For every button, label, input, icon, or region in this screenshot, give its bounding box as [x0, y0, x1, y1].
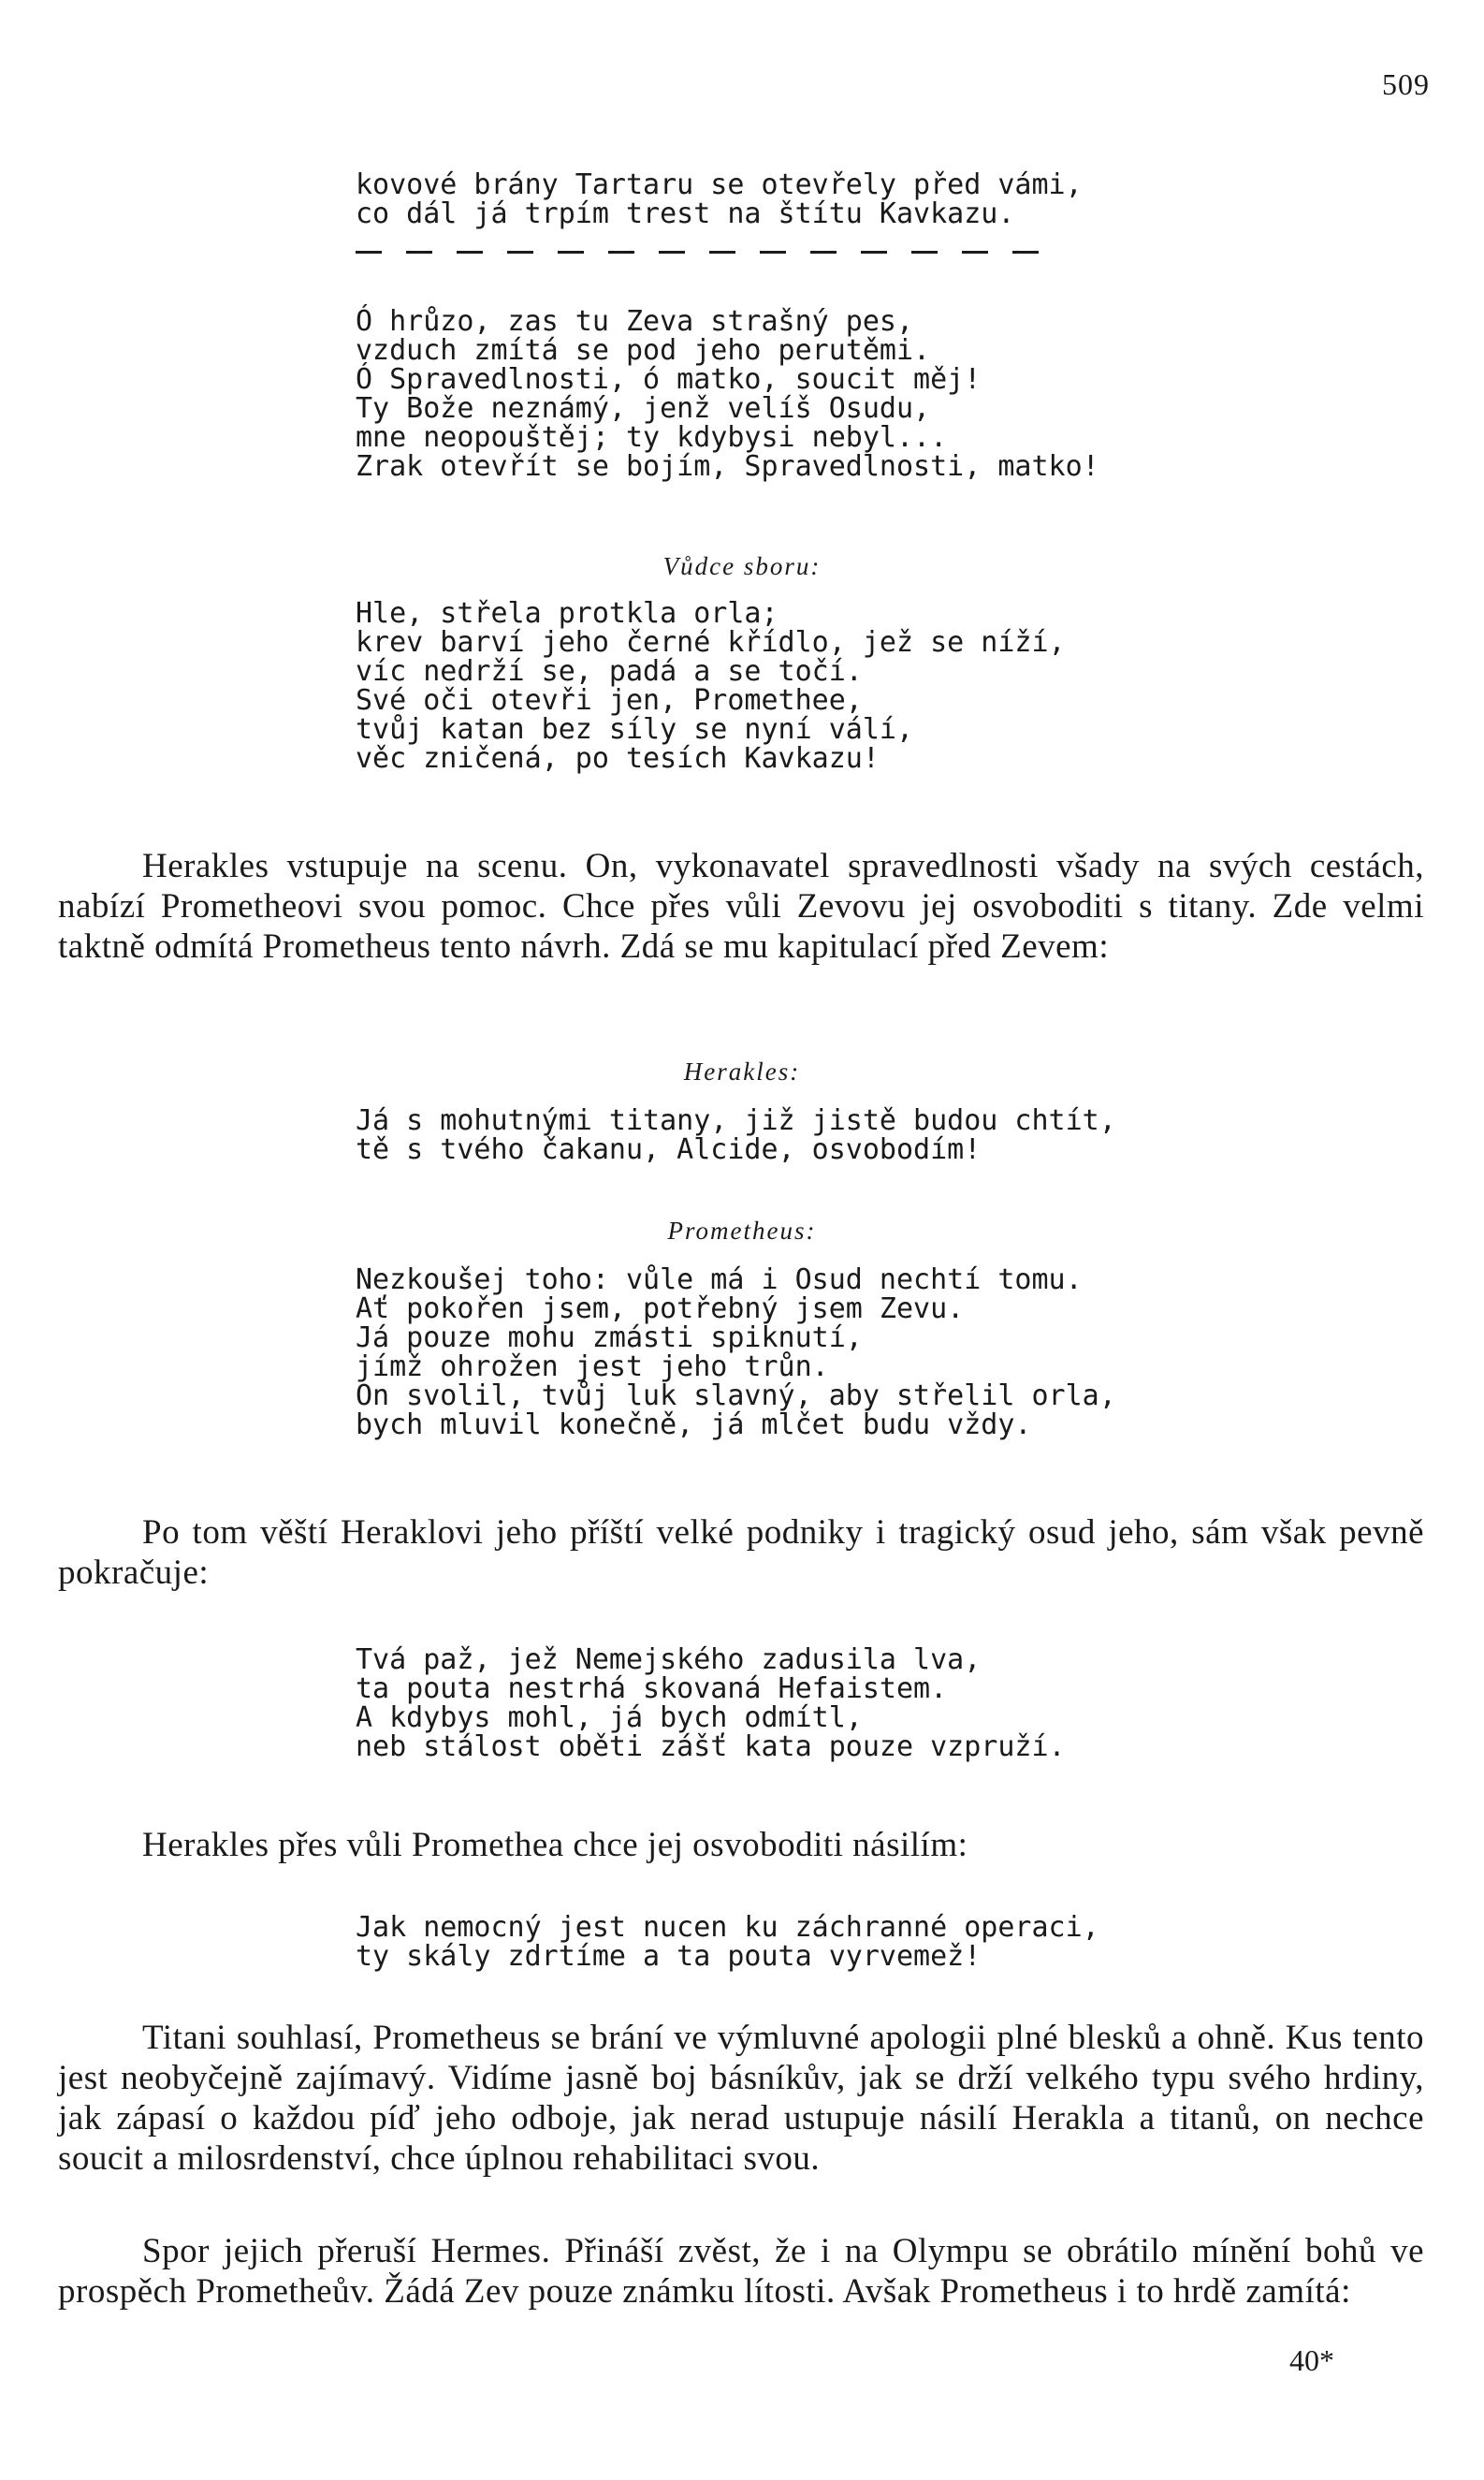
verse-line: Ať pokořen jsem, potřebný jsem Zevu. — [356, 1292, 965, 1325]
verse-line: co dál já trpím trest na štítu Kavkazu. — [356, 197, 1015, 230]
speaker-label: Prometheus: — [667, 1217, 817, 1245]
verse-line: Jak nemocný jest nucen ku záchranné operaci, — [356, 1911, 1099, 1944]
verse-line: ta pouta nestrhá skovaná Hefaistem. — [356, 1672, 948, 1705]
verse-line: Ty Bože neznámý, jenž velíš Osudu, — [356, 392, 931, 425]
page-number: 509 — [1382, 67, 1430, 101]
dash-mark — [861, 251, 887, 254]
verse-line: Hle, střela protkla orla; — [356, 597, 778, 630]
verse-stanza-2 — [356, 307, 1198, 481]
dash-mark — [507, 251, 533, 254]
verse-line: bych mluvil konečně, já mlčet budu vždy. — [356, 1408, 1032, 1441]
verse-line: krev barví jeho černé křídlo, jež se níží, — [356, 626, 1066, 659]
prose-paragraph: Herakles přes vůli Promethea chce jej osvoboditi násilím: — [142, 1826, 968, 1864]
verse-stanza-5 — [356, 1265, 1198, 1439]
verse-line: tvůj katan bez síly se nyní válí, — [356, 713, 914, 746]
verse-line: kovové brány Tartaru se otevřely před vámi, — [356, 168, 1083, 201]
verse-line: neb stálost oběti zášť kata pouze vzpruží. — [356, 1730, 1066, 1763]
prose-paragraph: Po tom věští Heraklovi jeho příští velké podniky i tragický osud jeho, sám však pevně pokračuje: — [58, 1513, 1424, 1592]
dash-mark — [558, 251, 584, 254]
dash-mark — [709, 251, 735, 254]
dash-mark — [406, 251, 432, 254]
prose-paragraph: Spor jejich přeruší Hermes. Přináší zvěst, že i na Olympu se obrátilo mínění bohů ve prospěch Prometheův. Žádá Zev pouze známku lítosti. Avšak Prometheus i to hrdě zamítá: — [58, 2232, 1424, 2311]
verse-stanza-3 — [356, 599, 1198, 773]
verse-stanza-6 — [356, 1645, 1198, 1761]
prose-paragraph: Herakles vstupuje na scenu. On, vykonavatel spravedlnosti všady na svých cestách, nabízí Prometheovi svou pomoc. Chce přes vůli Zevovu jej osvoboditi s titany. Zde velmi taktně odmítá Prometheus tento návrh. Zdá se mu kapitulací před Zevem: — [58, 847, 1424, 966]
signature-mark: 40* — [1289, 2343, 1334, 2377]
verse-line: Tvá paž, jež Nemejského zadusila lva, — [356, 1643, 982, 1676]
verse-line: tě s tvého čakanu, Alcide, osvobodím! — [356, 1133, 982, 1166]
verse-line: Nezkoušej toho: vůle má i Osud nechtí tomu. — [356, 1263, 1083, 1296]
verse-line: ty skály zdrtíme a ta pouta vyrvemež! — [356, 1940, 982, 1973]
dash-mark — [608, 251, 634, 254]
verse-line: On svolil, tvůj luk slavný, aby střelil orla, — [356, 1379, 1116, 1412]
speaker-label: Vůdce sboru: — [662, 552, 822, 580]
dash-mark — [356, 251, 382, 254]
dash-mark — [659, 251, 685, 254]
verse-stanza-1 — [356, 170, 1198, 228]
dash-mark — [911, 251, 938, 254]
prose-paragraph: Titani souhlasí, Prometheus se brání ve výmluvné apologii plné blesků a ohně. Kus tento jest neobyčejně zajímavý. Vidíme jasně boj básníkův, jak se drží velkého typu svého hrdiny, jak zápasí o každou píď jeho odboje, jak nerad ustupuje násilí Herakla a titanů, on nechce soucit a milosrdenství, chce úplnou rehabilitaci svou. — [58, 2019, 1424, 2178]
verse-line: Já pouze mohu zmásti spiknutí, — [356, 1321, 863, 1354]
verse-line: A kdybys mohl, já bych odmítl, — [356, 1701, 863, 1734]
speaker-label: Herakles: — [683, 1058, 801, 1086]
dash-mark — [760, 251, 786, 254]
verse-line: mne neopouštěj; ty kdybysi nebyl... — [356, 421, 948, 454]
verse-stanza-4 — [356, 1106, 1198, 1164]
verse-line: vzduch zmítá se pod jeho perutěmi. — [356, 334, 931, 367]
verse-line: jímž ohrožen jest jeho trůn. — [356, 1350, 829, 1383]
verse-line: Své oči otevři jen, Promethee, — [356, 684, 863, 717]
verse-line: víc nedrží se, padá a se točí. — [356, 655, 863, 688]
verse-line: Ó hrůzo, zas tu Zeva strašný pes, — [356, 305, 914, 338]
verse-line: Zrak otevřít se bojím, Spravedlnosti, matko! — [356, 450, 1099, 483]
dash-mark — [810, 251, 837, 254]
dash-mark — [457, 251, 483, 254]
dash-mark — [962, 251, 988, 254]
dash-mark — [1012, 251, 1039, 254]
dash-separator — [356, 251, 1104, 254]
verse-line: Ó Spravedlnosti, ó matko, soucit měj! — [356, 363, 982, 396]
verse-stanza-7 — [356, 1913, 1198, 1971]
verse-line: Já s mohutnými titany, již jistě budou chtít, — [356, 1104, 1116, 1137]
verse-line: věc zničená, po tesích Kavkazu! — [356, 742, 880, 775]
